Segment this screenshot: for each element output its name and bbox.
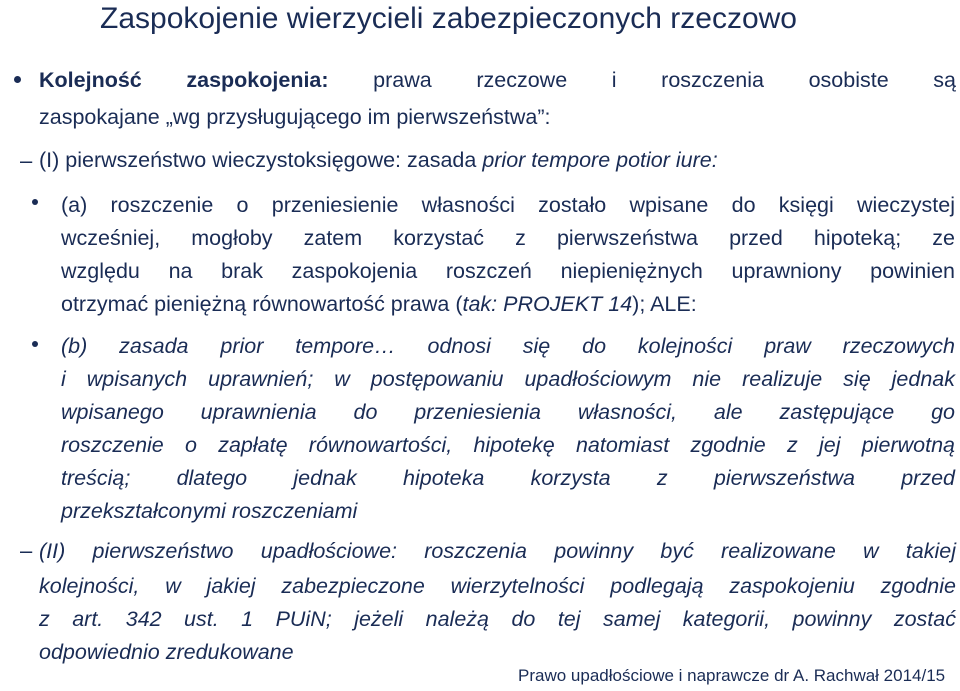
sub2-line: z art. 342 ust. 1 PUiN; jeżeli należą do tej samej kategorii, powinny zostać bbox=[39, 607, 956, 631]
item-b-line: przekształconymi roszczeniami bbox=[61, 499, 358, 523]
footer: Prawo upadłościowe i naprawcze dr A. Rachwał 2014/15 bbox=[518, 666, 946, 685]
bullet-icon bbox=[14, 76, 21, 83]
item-a-line: (a) roszczenie o przeniesienie własności zostało wpisane do księgi wieczystej bbox=[61, 193, 955, 217]
bullet1-line2: zaspokajane „wg przysługującego im pierwszeństwa”: bbox=[39, 105, 551, 129]
item-a-last-italic: tak: PROJEKT 14 bbox=[462, 292, 633, 316]
bullet-icon bbox=[32, 341, 38, 347]
sub1-prefix: (I) pierwszeństwo wieczystoksięgowe: zasada bbox=[39, 148, 483, 172]
item-a-line: wcześniej, mogłoby zatem korzystać z pierwszeństwa przed hipoteką; ze bbox=[61, 226, 955, 250]
bullet1-line1 bbox=[39, 70, 956, 92]
dash-icon: – bbox=[20, 148, 33, 173]
item-a-last-line bbox=[61, 294, 697, 316]
bullet1-rest: prawa rzeczowe i roszczenia osobiste są bbox=[373, 68, 956, 92]
item-b-line: i wpisanych uprawnień; w postępowaniu upadłościowym nie realizuje się jednak bbox=[61, 367, 955, 391]
slide-title: Zaspokojenie wierzycieli zabezpieczonych rzeczowo bbox=[100, 2, 797, 35]
item-b-line: treścią; dlatego jednak hipoteka korzysta z pierwszeństwa przed bbox=[61, 466, 955, 490]
item-a-last-suffix: ); ALE: bbox=[632, 292, 697, 316]
sub1-line bbox=[39, 150, 718, 172]
sub2-line: odpowiednio zredukowane bbox=[39, 640, 294, 664]
item-b-line: (b) zasada prior tempore… odnosi się do kolejności praw rzeczowych bbox=[61, 334, 955, 358]
dash-icon: – bbox=[20, 538, 33, 563]
sub2-line: kolejności, w jakiej zabezpieczone wierzytelności podlegają zaspokojeniu zgodnie bbox=[39, 574, 956, 598]
sub2-line: (II) pierwszeństwo upadłościowe: roszczenia powinny być realizowane w takiej bbox=[39, 539, 956, 563]
sub1-italic: prior tempore potior iure: bbox=[482, 148, 718, 172]
item-b-line: wpisanego uprawnienia do przeniesienia własności, ale zastępujące go bbox=[61, 400, 955, 424]
item-a-line: względu na brak zaspokojenia roszczeń niepieniężnych uprawniony powinien bbox=[61, 259, 955, 283]
item-a-last-prefix: otrzymać pieniężną równowartość prawa ( bbox=[61, 292, 463, 316]
bullet-icon bbox=[32, 199, 38, 205]
bullet1-bold: Kolejność zaspokojenia: bbox=[39, 68, 329, 92]
item-b-line: roszczenie o zapłatę równowartości, hipotekę natomiast zgodnie z jej pierwotną bbox=[61, 433, 955, 457]
